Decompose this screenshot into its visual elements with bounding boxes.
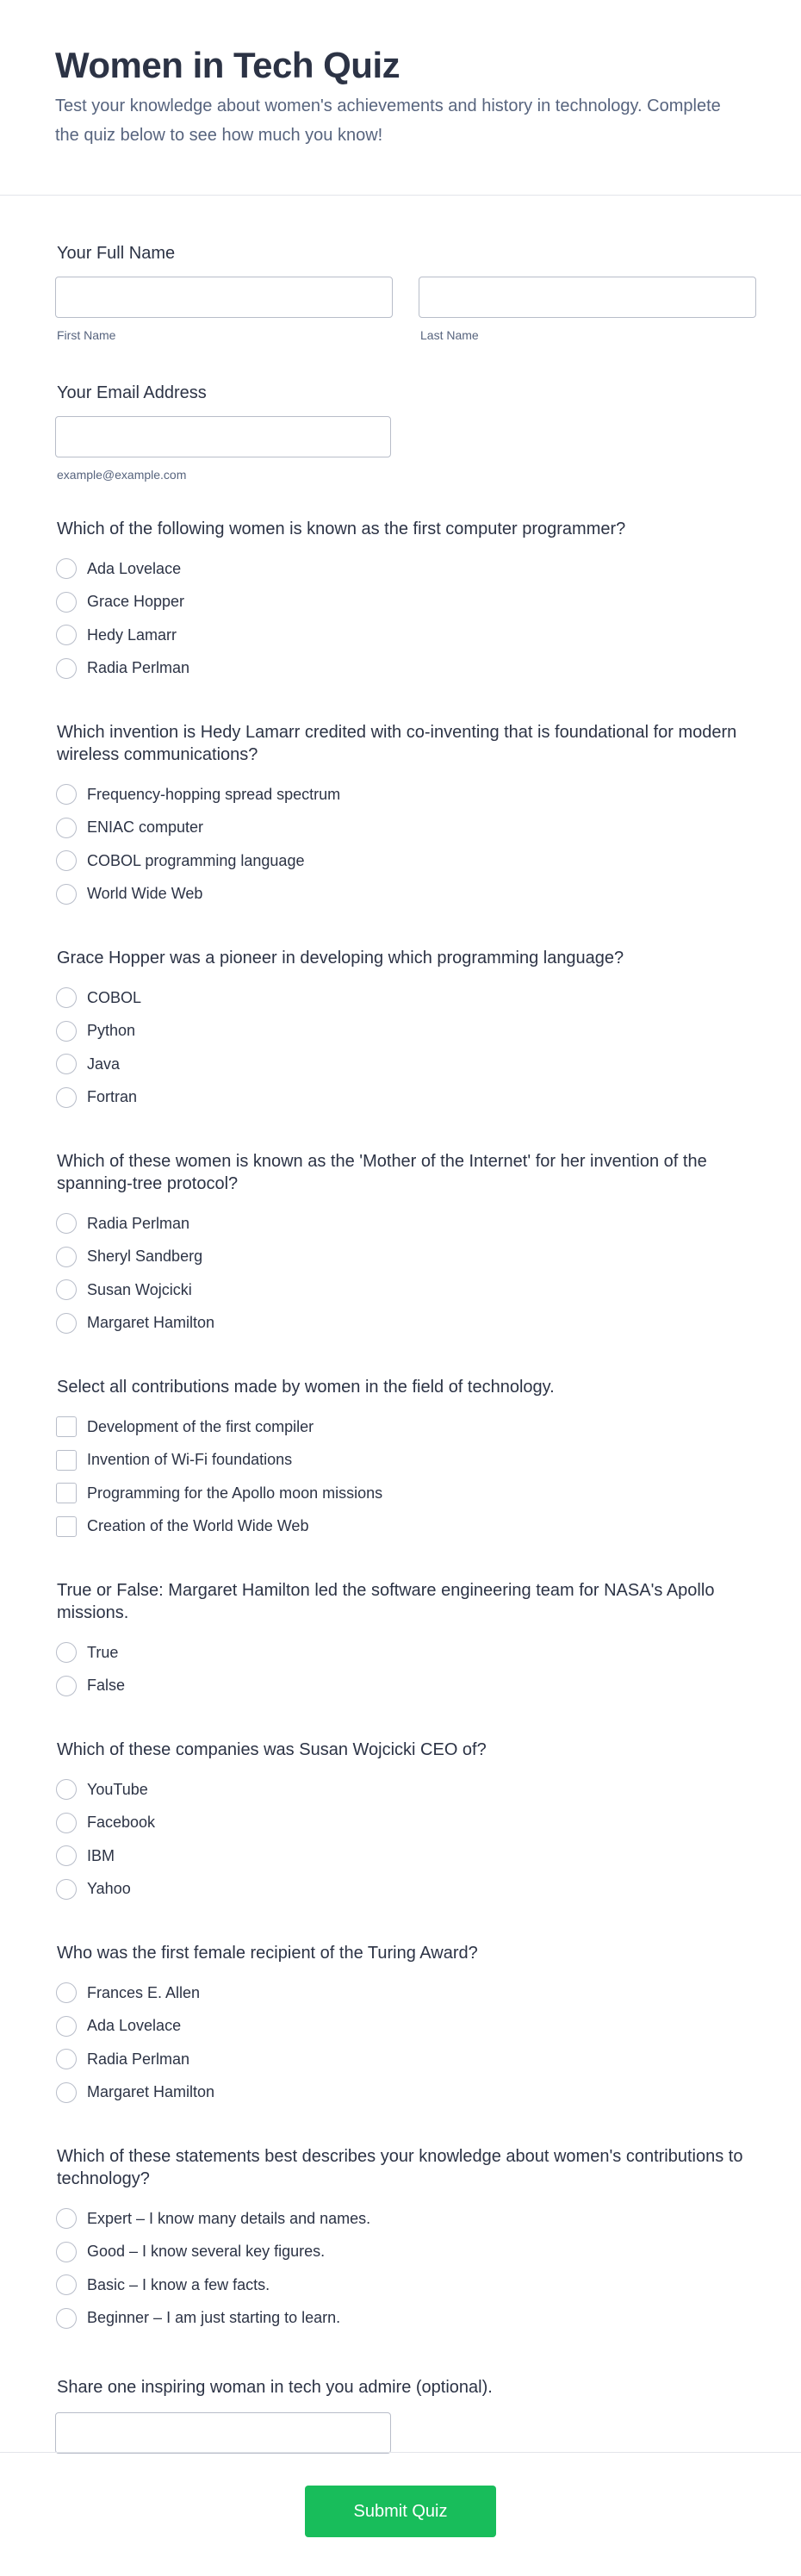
option-label: Ada Lovelace bbox=[87, 2017, 182, 2035]
radio-button[interactable] bbox=[56, 1845, 77, 1866]
share-label: Share one inspiring woman in tech you admire (optional). bbox=[57, 2378, 493, 2397]
option-label: False bbox=[87, 1677, 126, 1695]
radio-option[interactable] bbox=[55, 1048, 754, 1081]
radio-button[interactable] bbox=[56, 1279, 77, 1300]
question-label: Which of these companies was Susan Wojcicki CEO of? bbox=[57, 1740, 487, 1759]
radio-option[interactable] bbox=[55, 1015, 754, 1048]
radio-option[interactable] bbox=[55, 2268, 754, 2302]
option-label: Fortran bbox=[87, 1088, 138, 1106]
options-list bbox=[55, 1773, 754, 1906]
radio-option[interactable] bbox=[55, 1839, 754, 1873]
question-3 bbox=[55, 947, 754, 1114]
form-header bbox=[0, 0, 801, 196]
radio-button[interactable] bbox=[56, 625, 77, 645]
option-label: Invention of Wi-Fi foundations bbox=[87, 1451, 293, 1469]
radio-option[interactable] bbox=[55, 2010, 754, 2044]
option-label: Frequency-hopping spread spectrum bbox=[87, 785, 341, 803]
radio-button[interactable] bbox=[56, 987, 77, 1008]
option-label: Grace Hopper bbox=[87, 593, 185, 611]
radio-option[interactable] bbox=[55, 878, 754, 912]
options-list bbox=[55, 1410, 754, 1543]
radio-button[interactable] bbox=[56, 784, 77, 805]
option-label: Programming for the Apollo moon missions bbox=[87, 1484, 383, 1502]
options-list bbox=[55, 981, 754, 1114]
email-field bbox=[55, 380, 754, 482]
radio-button[interactable] bbox=[56, 850, 77, 871]
question-label: Which invention is Hedy Lamarr credited with co-inventing that is foundational for modern wireless communications? bbox=[57, 723, 737, 764]
page-title: Women in Tech Quiz bbox=[55, 45, 400, 85]
radio-option[interactable] bbox=[55, 1976, 754, 2010]
share-field bbox=[55, 2374, 754, 2454]
radio-option[interactable] bbox=[55, 812, 754, 845]
first-name-column bbox=[55, 277, 393, 342]
radio-option[interactable] bbox=[55, 1773, 754, 1807]
radio-button[interactable] bbox=[56, 2274, 77, 2295]
name-row bbox=[55, 277, 754, 342]
radio-option[interactable] bbox=[55, 1241, 754, 1274]
option-label: Frances E. Allen bbox=[87, 1983, 201, 2001]
radio-option[interactable] bbox=[55, 1081, 754, 1115]
question-8 bbox=[55, 1942, 754, 2109]
question-label: Grace Hopper was a pioneer in developing which programming language? bbox=[57, 949, 624, 968]
email-input[interactable] bbox=[55, 416, 391, 457]
radio-button[interactable] bbox=[56, 1213, 77, 1234]
option-label: Beginner – I am just starting to learn. bbox=[87, 2309, 341, 2327]
radio-button[interactable] bbox=[56, 1676, 77, 1696]
option-label: Radia Perlman bbox=[87, 1214, 190, 1232]
option-label: True bbox=[87, 1643, 119, 1661]
radio-button[interactable] bbox=[56, 558, 77, 579]
options-list bbox=[55, 552, 754, 685]
radio-option[interactable] bbox=[55, 2043, 754, 2076]
option-label: Susan Wojcicki bbox=[87, 1280, 192, 1298]
option-label: Development of the first compiler bbox=[87, 1417, 314, 1435]
radio-button[interactable] bbox=[56, 884, 77, 905]
last-name-input[interactable] bbox=[419, 277, 756, 318]
radio-option[interactable] bbox=[55, 1307, 754, 1341]
question-7 bbox=[55, 1739, 754, 1906]
option-label: COBOL bbox=[87, 988, 142, 1006]
radio-option[interactable] bbox=[55, 1670, 754, 1703]
radio-button[interactable] bbox=[56, 1021, 77, 1042]
radio-button[interactable] bbox=[56, 1982, 77, 2003]
option-label: Creation of the World Wide Web bbox=[87, 1517, 309, 1535]
question-6 bbox=[55, 1579, 754, 1702]
option-label: Margaret Hamilton bbox=[87, 2083, 215, 2101]
checkbox[interactable] bbox=[56, 1516, 77, 1537]
checkbox[interactable] bbox=[56, 1450, 77, 1471]
page-description: Test your knowledge about women's achievements and history in technology. Complete the quiz below to see how much you know! bbox=[55, 96, 721, 145]
checkbox-option[interactable] bbox=[55, 1510, 754, 1544]
radio-option[interactable] bbox=[55, 844, 754, 878]
radio-button[interactable] bbox=[56, 1879, 77, 1900]
checkbox-option[interactable] bbox=[55, 1410, 754, 1444]
radio-option[interactable] bbox=[55, 2202, 754, 2236]
email-sublabel: example@example.com bbox=[57, 468, 187, 482]
checkbox[interactable] bbox=[56, 1483, 77, 1503]
form-footer bbox=[0, 2452, 801, 2576]
option-label: IBM bbox=[87, 1846, 115, 1864]
question-5 bbox=[55, 1376, 754, 1543]
option-label: Sheryl Sandberg bbox=[87, 1248, 203, 1266]
option-label: ENIAC computer bbox=[87, 818, 204, 837]
question-label: True or False: Margaret Hamilton led the software engineering team for NASA's Apollo missions. bbox=[57, 1581, 715, 1622]
question-label: Which of these women is known as the 'Mother of the Internet' for her invention of the spanning-tree protocol? bbox=[57, 1152, 707, 1193]
full-name-label: Your Full Name bbox=[57, 244, 176, 263]
option-label: Expert – I know many details and names. bbox=[87, 2209, 371, 2227]
radio-button[interactable] bbox=[56, 2082, 77, 2103]
radio-button[interactable] bbox=[56, 1054, 77, 1074]
radio-button[interactable] bbox=[56, 2016, 77, 2037]
option-label: Java bbox=[87, 1055, 121, 1073]
radio-button[interactable] bbox=[56, 1642, 77, 1663]
question-label: Who was the first female recipient of the Turing Award? bbox=[57, 1944, 478, 1963]
option-label: YouTube bbox=[87, 1780, 148, 1798]
options-list bbox=[55, 1636, 754, 1702]
radio-option[interactable] bbox=[55, 1273, 754, 1307]
option-label: Margaret Hamilton bbox=[87, 1314, 215, 1332]
radio-option[interactable] bbox=[55, 586, 754, 619]
options-list bbox=[55, 1207, 754, 1340]
question-1 bbox=[55, 518, 754, 685]
checkbox-option[interactable] bbox=[55, 1477, 754, 1510]
radio-option[interactable] bbox=[55, 1207, 754, 1241]
quiz-form bbox=[0, 240, 801, 2454]
question-2 bbox=[55, 721, 754, 911]
questions-list bbox=[55, 518, 754, 2335]
radio-option[interactable] bbox=[55, 778, 754, 812]
option-label: Ada Lovelace bbox=[87, 559, 182, 577]
radio-button[interactable] bbox=[56, 818, 77, 838]
radio-option[interactable] bbox=[55, 619, 754, 652]
question-label: Select all contributions made by women in the field of technology. bbox=[57, 1378, 555, 1397]
radio-button[interactable] bbox=[56, 1087, 77, 1108]
option-label: Basic – I know a few facts. bbox=[87, 2275, 270, 2293]
radio-button[interactable] bbox=[56, 2208, 77, 2229]
radio-button[interactable] bbox=[56, 658, 77, 679]
radio-option[interactable] bbox=[55, 2236, 754, 2269]
question-label: Which of these statements best describes your knowledge about women's contributions to technology? bbox=[57, 2147, 743, 2188]
option-label: Radia Perlman bbox=[87, 659, 190, 677]
radio-button[interactable] bbox=[56, 592, 77, 613]
option-label: Radia Perlman bbox=[87, 2050, 190, 2068]
question-label: Which of the following women is known as the first computer programmer? bbox=[57, 520, 626, 538]
radio-button[interactable] bbox=[56, 1813, 77, 1833]
option-label: Good – I know several key figures. bbox=[87, 2243, 326, 2261]
radio-button[interactable] bbox=[56, 2242, 77, 2262]
radio-option[interactable] bbox=[55, 2076, 754, 2110]
option-label: Python bbox=[87, 1022, 136, 1040]
option-label: Yahoo bbox=[87, 1880, 131, 1898]
share-input[interactable] bbox=[55, 2412, 391, 2454]
option-label: Facebook bbox=[87, 1814, 156, 1832]
radio-option[interactable] bbox=[55, 552, 754, 586]
last-name-column bbox=[419, 277, 756, 342]
radio-option[interactable] bbox=[55, 2302, 754, 2336]
first-name-input[interactable] bbox=[55, 277, 393, 318]
radio-button[interactable] bbox=[56, 1247, 77, 1267]
radio-button[interactable] bbox=[56, 1313, 77, 1334]
option-label: World Wide Web bbox=[87, 885, 203, 903]
radio-option[interactable] bbox=[55, 1807, 754, 1840]
radio-button[interactable] bbox=[56, 2049, 77, 2069]
submit-quiz-button[interactable]: Submit Quiz bbox=[305, 2486, 496, 2537]
email-label: Your Email Address bbox=[57, 383, 207, 402]
checkbox-option[interactable] bbox=[55, 1444, 754, 1478]
checkbox[interactable] bbox=[56, 1416, 77, 1437]
radio-button[interactable] bbox=[56, 2308, 77, 2329]
radio-option[interactable] bbox=[55, 1636, 754, 1670]
radio-option[interactable] bbox=[55, 652, 754, 686]
question-4 bbox=[55, 1150, 754, 1340]
radio-button[interactable] bbox=[56, 1779, 77, 1800]
option-label: COBOL programming language bbox=[87, 851, 305, 869]
last-name-sublabel: Last Name bbox=[420, 328, 479, 342]
radio-option[interactable] bbox=[55, 981, 754, 1015]
options-list bbox=[55, 778, 754, 911]
full-name-field bbox=[55, 240, 754, 342]
radio-option[interactable] bbox=[55, 1873, 754, 1907]
question-9 bbox=[55, 2145, 754, 2335]
first-name-sublabel: First Name bbox=[57, 328, 116, 342]
option-label: Hedy Lamarr bbox=[87, 625, 177, 644]
options-list bbox=[55, 1976, 754, 2109]
options-list bbox=[55, 2202, 754, 2335]
